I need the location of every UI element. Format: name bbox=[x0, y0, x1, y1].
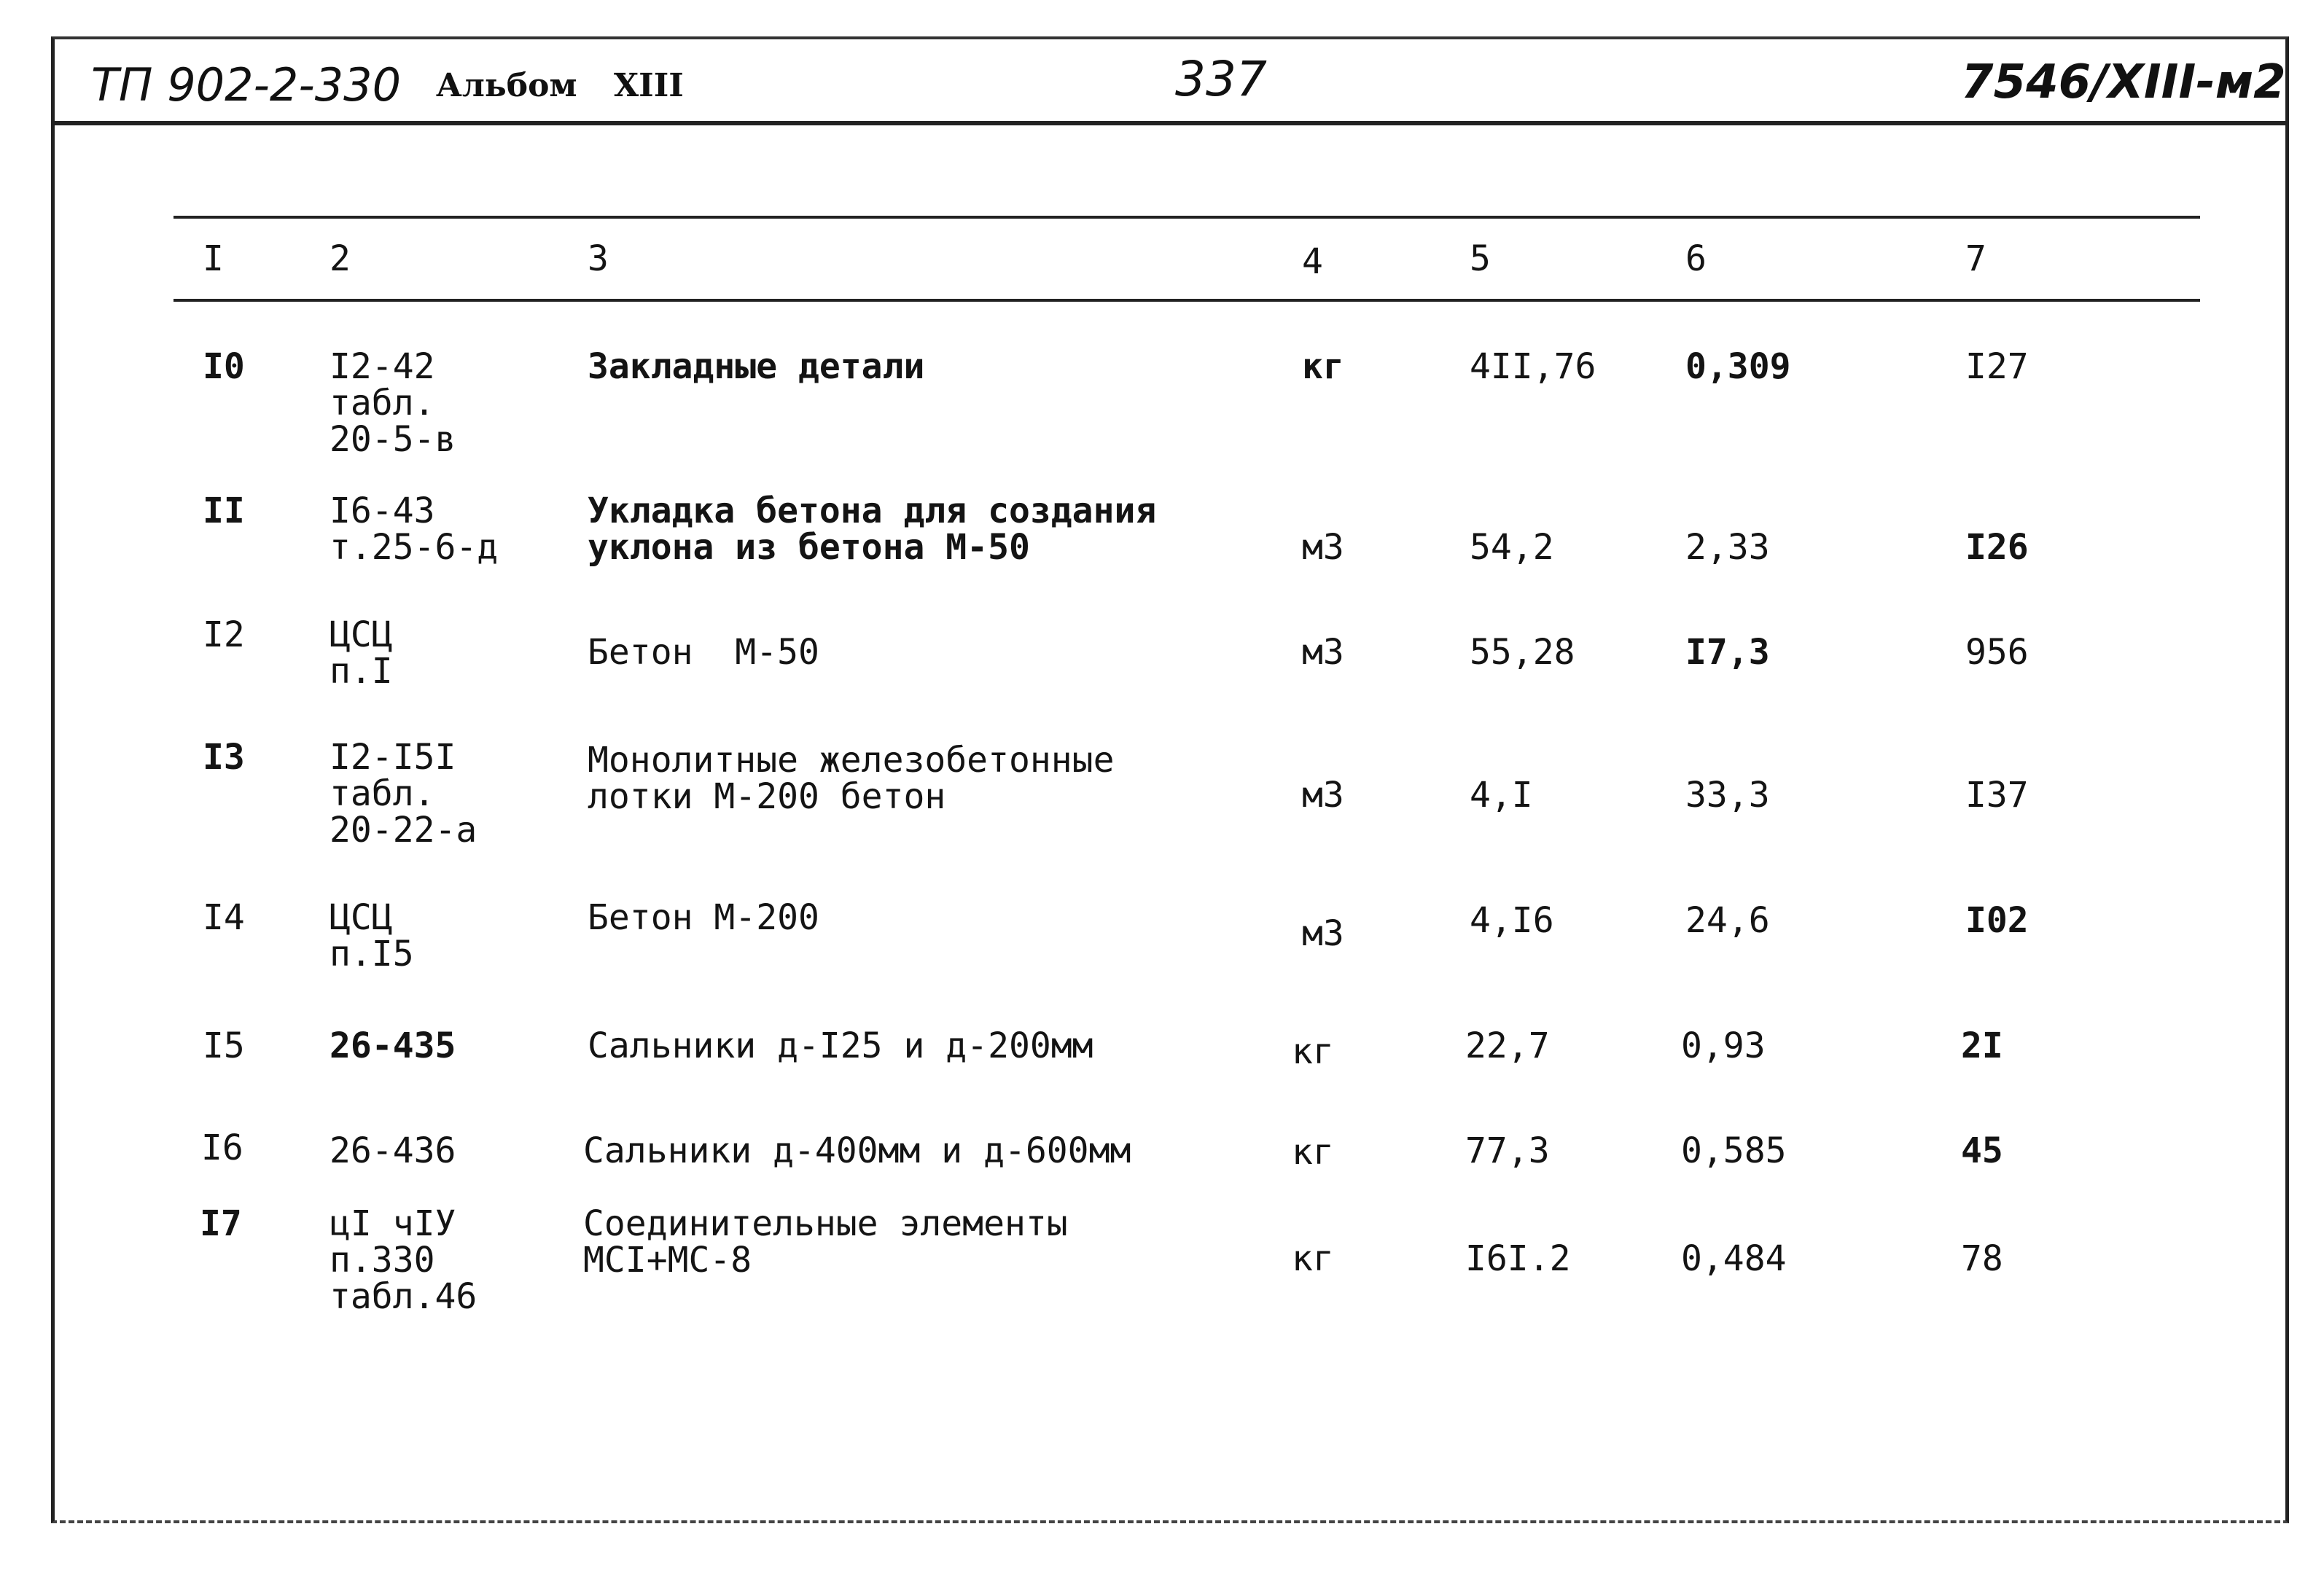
total-cost: I27 bbox=[1965, 346, 2029, 387]
quantity: 4II,76 bbox=[1470, 346, 1596, 387]
quantity: I6I.2 bbox=[1465, 1238, 1571, 1279]
page-number: 337 bbox=[1175, 51, 1267, 107]
column-header-1: I bbox=[203, 238, 224, 279]
norm-reference: цI чIУ п.330 табл.46 bbox=[330, 1203, 477, 1317]
column-header-2: 2 bbox=[330, 238, 351, 279]
inventory-number: 7546/XIII-м2 bbox=[1961, 55, 2286, 109]
unit-price: 2,33 bbox=[1685, 527, 1770, 568]
stamp-divider bbox=[51, 121, 2289, 125]
work-name: Соединительные элементы МСI+МС-8 bbox=[583, 1203, 1068, 1281]
unit: кг bbox=[1302, 346, 1344, 387]
unit-price: 24,6 bbox=[1685, 900, 1770, 941]
work-name: Сальники д-I25 и д-200мм bbox=[588, 1025, 1093, 1066]
norm-reference: I6-43 т.25-6-д bbox=[330, 491, 499, 568]
norm-reference: I2-I5I табл. 20-22-а bbox=[330, 737, 477, 851]
quantity: 22,7 bbox=[1465, 1025, 1550, 1066]
work-name: Укладка бетона для создания уклона из бетона М-50 bbox=[588, 491, 1157, 568]
unit: м3 bbox=[1302, 632, 1344, 673]
row-number: I3 bbox=[203, 737, 245, 778]
row-number: II bbox=[203, 491, 245, 531]
total-cost: 956 bbox=[1965, 632, 2029, 673]
unit-price: 0,585 bbox=[1681, 1130, 1787, 1171]
row-number: I5 bbox=[203, 1025, 245, 1066]
unit-price: 33,3 bbox=[1685, 775, 1770, 816]
unit-price: I7,3 bbox=[1685, 632, 1770, 673]
album-number: XIII bbox=[614, 67, 684, 104]
norm-reference: 26-436 bbox=[330, 1130, 456, 1171]
unit-price: 0,484 bbox=[1681, 1238, 1787, 1279]
norm-reference: I2-42 табл. 20-5-в bbox=[330, 346, 456, 460]
norm-reference: 26-435 bbox=[330, 1025, 456, 1066]
row-number: I0 bbox=[203, 346, 245, 387]
unit-price: 0,309 bbox=[1685, 346, 1791, 387]
column-header-4: 4 bbox=[1302, 241, 1323, 282]
unit: м3 bbox=[1302, 527, 1344, 568]
unit: кг bbox=[1292, 1031, 1334, 1072]
norm-reference: ЦСЦ п.I bbox=[330, 614, 393, 692]
quantity: 4,I bbox=[1470, 775, 1533, 816]
unit: кг bbox=[1292, 1132, 1334, 1173]
total-cost: 2I bbox=[1961, 1025, 2003, 1066]
unit: м3 bbox=[1302, 913, 1344, 954]
work-name: Закладные детали bbox=[588, 346, 925, 387]
table-top-rule bbox=[173, 216, 2200, 219]
work-name: Бетон М-200 bbox=[588, 897, 819, 938]
quantity: 54,2 bbox=[1470, 527, 1554, 568]
quantity: 4,I6 bbox=[1470, 900, 1554, 941]
column-header-5: 5 bbox=[1470, 238, 1491, 279]
column-header-3: 3 bbox=[588, 238, 609, 279]
work-name: Бетон М-50 bbox=[588, 632, 819, 673]
total-cost: I26 bbox=[1965, 527, 2029, 568]
total-cost: I37 bbox=[1965, 775, 2029, 816]
norm-reference: ЦСЦ п.I5 bbox=[330, 897, 414, 974]
row-number: I2 bbox=[203, 614, 245, 655]
total-cost: 78 bbox=[1961, 1238, 2003, 1279]
quantity: 77,3 bbox=[1465, 1130, 1550, 1171]
total-cost: I02 bbox=[1965, 900, 2029, 941]
unit: кг bbox=[1292, 1238, 1334, 1279]
project-code: ТП 902-2-330 bbox=[91, 58, 402, 112]
unit: м3 bbox=[1302, 775, 1344, 816]
column-header-6: 6 bbox=[1685, 238, 1707, 279]
row-number: I7 bbox=[200, 1203, 242, 1244]
row-number: I4 bbox=[203, 897, 245, 938]
work-name: Монолитные железобетонные лотки М-200 бетон bbox=[588, 740, 1115, 817]
table-header-rule bbox=[173, 299, 2200, 302]
album-label: Альбом bbox=[436, 67, 577, 104]
unit-price: 0,93 bbox=[1681, 1025, 1766, 1066]
work-name: Сальники д-400мм и д-600мм bbox=[583, 1130, 1131, 1171]
row-number: I6 bbox=[201, 1127, 243, 1168]
total-cost: 45 bbox=[1961, 1130, 2003, 1171]
quantity: 55,28 bbox=[1470, 632, 1575, 673]
column-header-7: 7 bbox=[1965, 238, 1986, 279]
